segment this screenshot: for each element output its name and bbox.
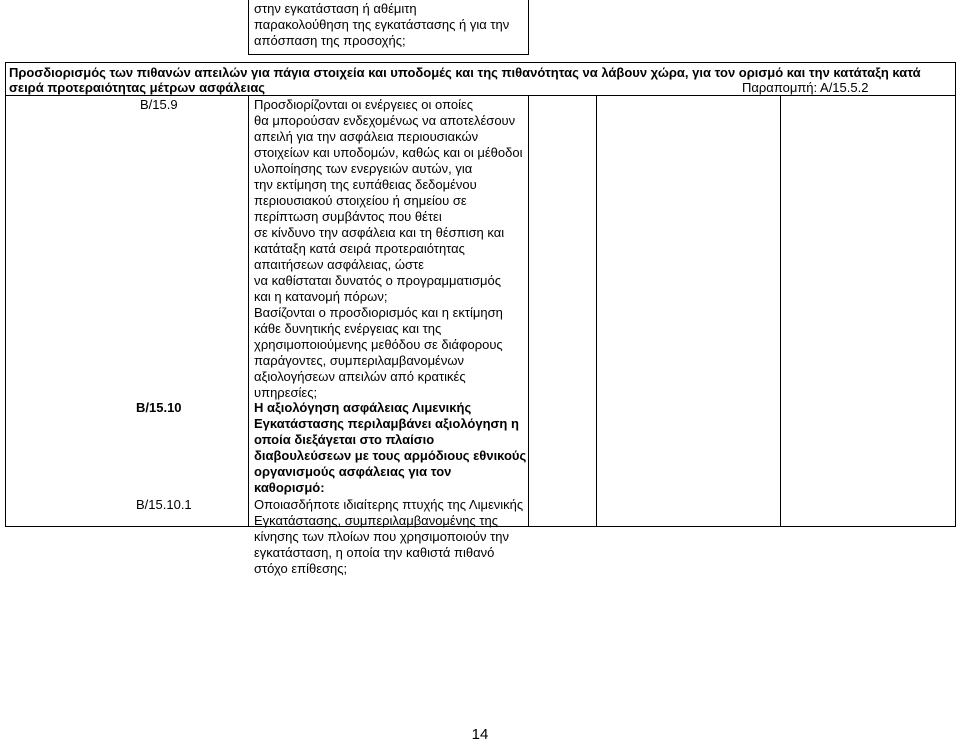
top-text-line-3: απόσπαση της προσοχής; bbox=[254, 33, 406, 48]
row1-line: Βασίζονται ο προσδιορισμός και η εκτίμηση bbox=[254, 305, 503, 320]
column-divider-2 bbox=[528, 95, 529, 527]
row2-line: οργανισμούς ασφάλειας για τον bbox=[254, 464, 452, 479]
row-code-b15-10: Β/15.10 bbox=[136, 400, 182, 415]
row2-line: Η αξιολόγηση ασφάλειας Λιμενικής bbox=[254, 400, 472, 415]
row1-line: υπηρεσίες; bbox=[254, 385, 318, 400]
section-title-line-1: Προσδιορισμός των πιθανών απειλών για πάγια στοιχεία και υποδομές και της πιθανότητας να λάβουν χώρα, για τον ορισμό και την κατάταξη κατά bbox=[9, 65, 921, 80]
row1-line: να καθίσταται δυνατός ο προγραμματισμός bbox=[254, 273, 502, 288]
row3-line: κίνησης των πλοίων που χρησιμοποιούν την bbox=[254, 529, 509, 544]
row2-line: διαβουλεύσεων με τους αρμόδιους εθνικούς bbox=[254, 448, 527, 463]
row1-line: χρησιμοποιούμενης μεθόδου σε διάφορους bbox=[254, 337, 503, 352]
row-code-b15-9: Β/15.9 bbox=[140, 97, 178, 112]
row1-line: παράγοντες, συμπεριλαμβανομένων bbox=[254, 353, 464, 368]
top-text-line-2: παρακολούθηση της εγκατάστασης ή για την bbox=[254, 17, 510, 32]
row1-line: απειλή για την ασφάλεια περιουσιακών bbox=[254, 129, 479, 144]
top-cell-left-border bbox=[248, 0, 249, 54]
top-cell-right-border bbox=[528, 0, 529, 54]
row1-line: κάθε δυνητικής ενέργειας και της bbox=[254, 321, 442, 336]
row1-line: στοιχείων και υποδομών, καθώς και οι μέθοδοι bbox=[254, 145, 523, 160]
column-divider-3 bbox=[596, 95, 597, 527]
row1-line: Προσδιορίζονται οι ενέργειες οι οποίες bbox=[254, 97, 474, 112]
section-left-border bbox=[5, 62, 6, 527]
row3-line: Οποιασδήποτε ιδιαίτερης πτυχής της Λιμενικής bbox=[254, 497, 524, 512]
row3-line: εγκατάσταση, η οποία την καθιστά πιθανό bbox=[254, 545, 495, 560]
row2-line: Εγκατάστασης περιλαμβάνει αξιολόγηση η bbox=[254, 416, 519, 431]
row1-line: υλοποίησης των ενεργειών αυτών, για bbox=[254, 161, 473, 176]
row1-line: περιουσιακού στοιχείου ή σημείου σε bbox=[254, 193, 467, 208]
column-divider-1 bbox=[248, 95, 249, 527]
row1-line: και η κατανομή πόρων; bbox=[254, 289, 388, 304]
row1-line: την εκτίμηση της ευπάθειας δεδομένου bbox=[254, 177, 477, 192]
row1-line: περίπτωση συμβάντος που θέτει bbox=[254, 209, 442, 224]
page-number: 14 bbox=[471, 726, 489, 743]
row-code-b15-10-1: Β/15.10.1 bbox=[136, 497, 192, 512]
column-divider-4 bbox=[780, 95, 781, 527]
row1-line: αξιολογήσεων απειλών από κρατικές bbox=[254, 369, 466, 384]
row2-line: καθορισμό: bbox=[254, 480, 325, 495]
row2-line: οποία διεξάγεται στο πλαίσιο bbox=[254, 432, 435, 447]
section-title-line-2: σειρά προτεραιότητας μέτρων ασφάλειας bbox=[9, 80, 266, 95]
section-right-border bbox=[955, 62, 956, 527]
row3-line: Εγκατάστασης, συμπεριλαμβανομένης της bbox=[254, 513, 498, 528]
section-reference: Παραπομπή: Α/15.5.2 bbox=[742, 80, 869, 95]
row1-line: σε κίνδυνο την ασφάλεια και τη θέσπιση και bbox=[254, 225, 505, 240]
section-top-border bbox=[5, 62, 955, 63]
row1-line: θα μπορούσαν ενδεχομένως να αποτελέσουν bbox=[254, 113, 516, 128]
section-header-bottom-border bbox=[5, 95, 955, 96]
row1-line: κατάταξη κατά σειρά προτεραιότητας bbox=[254, 241, 465, 256]
row3-line: στόχο επίθεσης; bbox=[254, 561, 348, 576]
top-cell-bottom-border bbox=[248, 54, 529, 55]
row1-line: απαιτήσεων ασφάλειας, ώστε bbox=[254, 257, 424, 272]
top-text-line-1: στην εγκατάσταση ή αθέμιτη bbox=[254, 1, 417, 16]
